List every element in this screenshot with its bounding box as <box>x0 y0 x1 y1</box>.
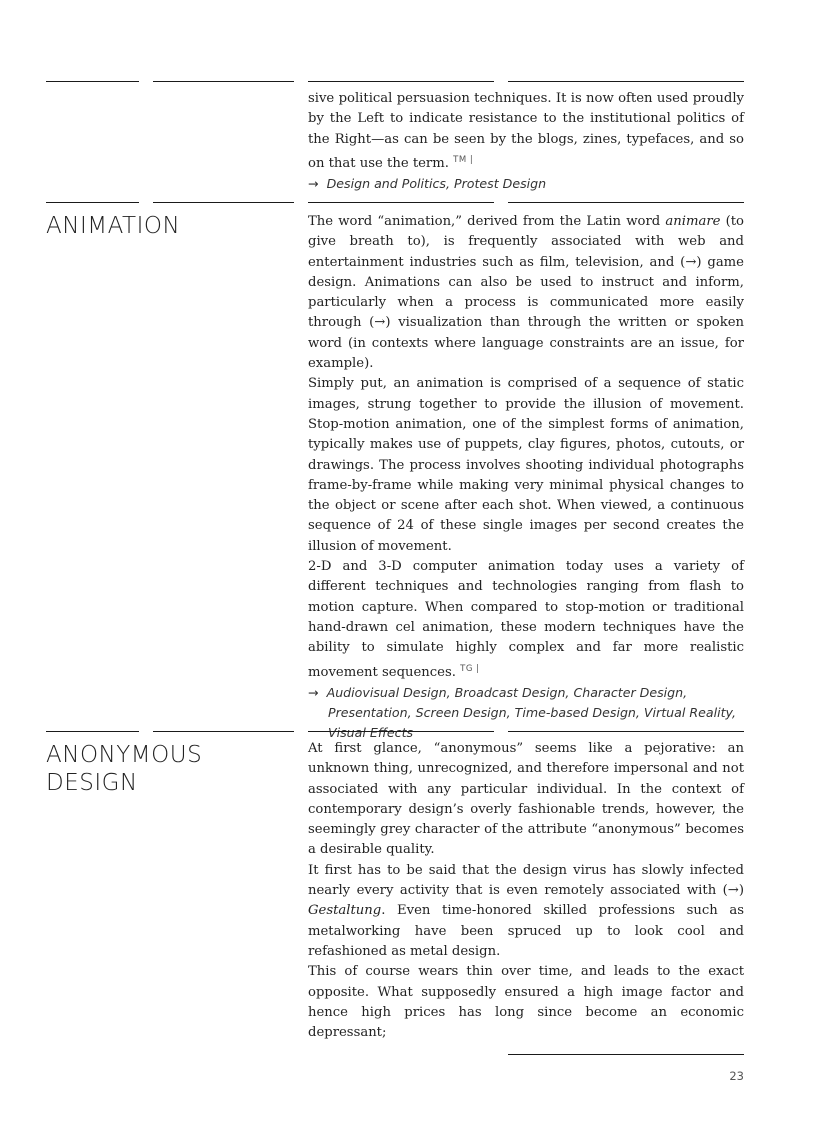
entry-heading-animation: ANIMATION <box>46 213 181 239</box>
entry-divider-anonymous-2 <box>153 731 294 732</box>
italic-term: animare <box>665 214 721 229</box>
arrow-icon: → <box>308 176 319 192</box>
entry-continuation <box>308 89 744 194</box>
entry-divider-anonymous-1 <box>46 731 139 732</box>
see-also <box>308 683 744 744</box>
entry-divider-anonymous-3 <box>308 731 494 732</box>
column-rule-top-1 <box>46 81 139 82</box>
text-run: (to give breath to), is frequently associated with web and entertainment industries such as film, television, and (→) game design. Animations can also be used to instruct and inform, particularly when a process is communicated more easily through (→) visualization than through the written or spoken word (in contexts where language constraints are an issue, for example). <box>308 214 745 372</box>
see-also-text: Audiovisual Design, Broadcast Design, Character Design, Presentation, Screen Design, Time-based Design, Virtual Reality, Visual Effects <box>326 684 736 741</box>
author-initials: TM | <box>453 154 474 165</box>
text-run: At first glance, “anonymous” seems like a pejorative: an unknown thing, unrecognized, and therefore impersonal and not associated with any particular individual. In the context of contemporary design’s overly fashionable trends, however, the seemingly grey character of the attribute “anonymous” becomes a desirable quality. <box>308 741 744 858</box>
entry-divider-anonymous-4 <box>508 731 744 732</box>
author-initials: TG | <box>460 663 480 674</box>
text-run: sive political persuasion techniques. It is now often used proudly by the Left to indicate resistance to the institutional politics of the Right—as can be seen by the blogs, zines, typefaces, and so on that use the term. <box>308 91 744 171</box>
paragraph <box>308 557 744 683</box>
entry-body <box>308 739 744 1043</box>
italic-term: Gestaltung <box>308 903 382 919</box>
text-run: . Even time-honored skilled professions such as metalworking have been spruced up to look cool and refashioned as metal design. <box>308 903 744 959</box>
see-also <box>308 174 744 194</box>
arrow-icon: → <box>308 684 319 700</box>
column-rule-top-2 <box>153 81 294 82</box>
page-number: 23 <box>729 1069 744 1083</box>
entry-body <box>308 89 744 174</box>
see-also-text: Design and Politics, Protest Design <box>326 176 547 192</box>
paragraph <box>308 212 744 374</box>
text-run: This of course wears thin over time, and leads to the exact opposite. What supposedly ensured a high image factor and hence high prices has long since become an economic depressant; <box>308 964 744 1041</box>
paragraph <box>308 962 744 1043</box>
text-run: The word “animation,” derived from the Latin word <box>308 214 666 229</box>
entry-divider-animation-2 <box>153 202 294 203</box>
entry-animation <box>308 212 744 744</box>
entry-heading-anonymous-design: ANONYMOUS DESIGN <box>46 742 203 796</box>
footer-rule <box>508 1054 744 1055</box>
paragraph <box>308 374 744 557</box>
column-rule-top-4 <box>508 81 744 82</box>
text-run: Simply put, an animation is comprised of a sequence of static images, strung together to provide the illusion of movement. Stop-motion animation, one of the simplest forms of animation, typically makes use of puppets, clay figures, photos, cutouts, or drawings. The process involves shooting individual photographs frame-by-frame while making very minimal physical changes to the object or scene after each shot. When viewed, a continuous sequence of 24 of these single images per second creates the illusion of movement. <box>308 376 744 554</box>
entry-anonymous-design <box>308 739 744 1043</box>
column-rule-top-3 <box>308 81 494 82</box>
text-run: It first has to be said that the design virus has slowly infected nearly every activity that is even remotely associated with (→) <box>308 862 744 899</box>
paragraph <box>308 739 744 861</box>
paragraph <box>308 861 744 962</box>
entry-body <box>308 212 744 683</box>
entry-divider-animation-3 <box>308 202 494 203</box>
text-run: 2-D and 3-D computer animation today uses a variety of different techniques and technologies ranging from flash to motion capture. When compared to stop-motion or traditional hand-drawn cel animation, these modern techniques have the ability to simulate highly complex and far more realistic movement sequences. <box>308 559 744 680</box>
entry-divider-animation-1 <box>46 202 139 203</box>
entry-divider-animation-4 <box>508 202 744 203</box>
paragraph <box>308 89 744 174</box>
